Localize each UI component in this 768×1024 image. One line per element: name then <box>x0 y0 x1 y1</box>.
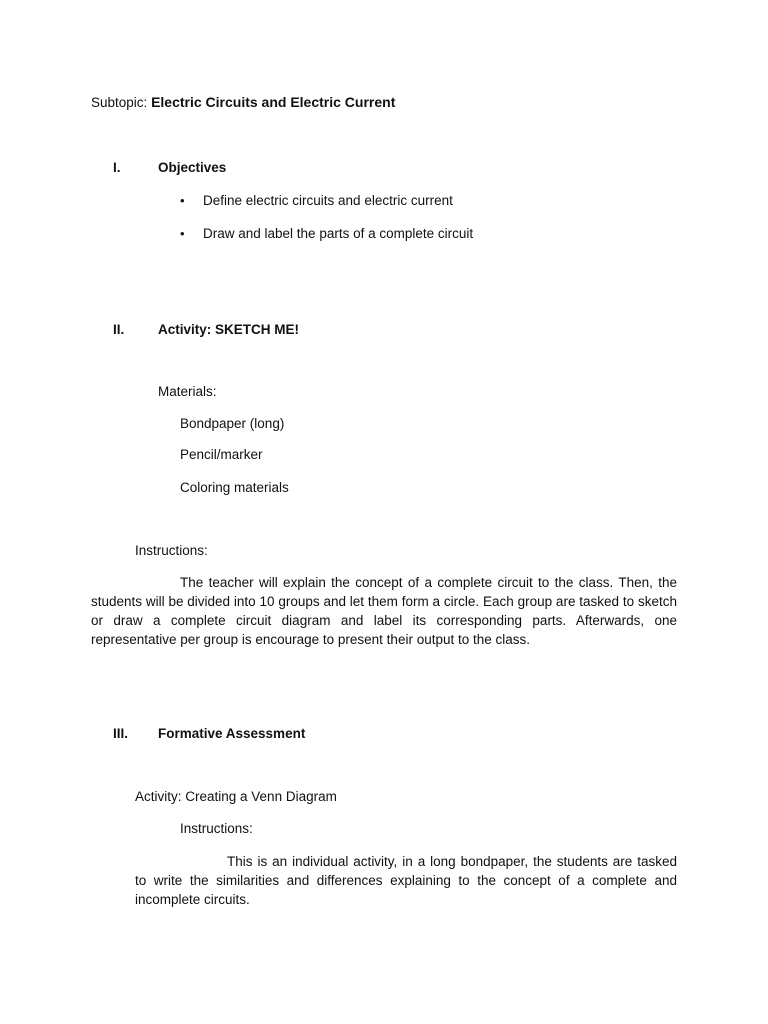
activity-instructions-text: The teacher will explain the concept of a complete circuit to the class. Then, the students will be divided into 10 groups and let them form a circle. Each group are tasked to sketch or draw a complete circuit diagram and label its corresponding parts. Afterwards, one representative per group is encourage to present their output to the class. <box>91 575 677 647</box>
subtopic-label: Subtopic: <box>91 95 148 110</box>
section-title-objectives: Objectives <box>158 160 227 175</box>
objective-bullet-item <box>180 226 185 241</box>
objective-bullet-item <box>180 193 185 208</box>
subtopic-title: Electric Circuits and Electric Current <box>151 94 396 110</box>
activity-instructions-paragraph <box>91 573 677 649</box>
material-item: Bondpaper (long) <box>180 416 285 431</box>
section-title-assessment: Formative Assessment <box>158 726 306 741</box>
materials-label: Materials: <box>158 384 217 399</box>
assessment-instructions-paragraph <box>135 852 677 909</box>
section-numeral-objectives: I. <box>113 160 121 175</box>
material-item: Pencil/marker <box>180 447 263 462</box>
activity-instructions-label: Instructions: <box>135 543 208 558</box>
objective-bullet-text: Define electric circuits and electric current <box>203 193 453 208</box>
bullet-icon: • <box>180 226 185 241</box>
objective-bullet-text: Draw and label the parts of a complete circuit <box>203 226 474 241</box>
subtopic-line <box>91 94 395 110</box>
assessment-instructions-text: This is an individual activity, in a long bondpaper, the students are tasked to write the similarities and differences explaining to the concept of a complete and incomplete circuits. <box>135 854 677 907</box>
assessment-activity-label: Activity: Creating a Venn Diagram <box>135 789 337 804</box>
bullet-icon: • <box>180 193 185 208</box>
section-numeral-activity: II. <box>113 322 125 337</box>
section-title-activity: Activity: SKETCH ME! <box>158 322 300 337</box>
section-numeral-assessment: III. <box>113 726 129 741</box>
material-item: Coloring materials <box>180 480 289 495</box>
assessment-instructions-label: Instructions: <box>180 821 253 836</box>
